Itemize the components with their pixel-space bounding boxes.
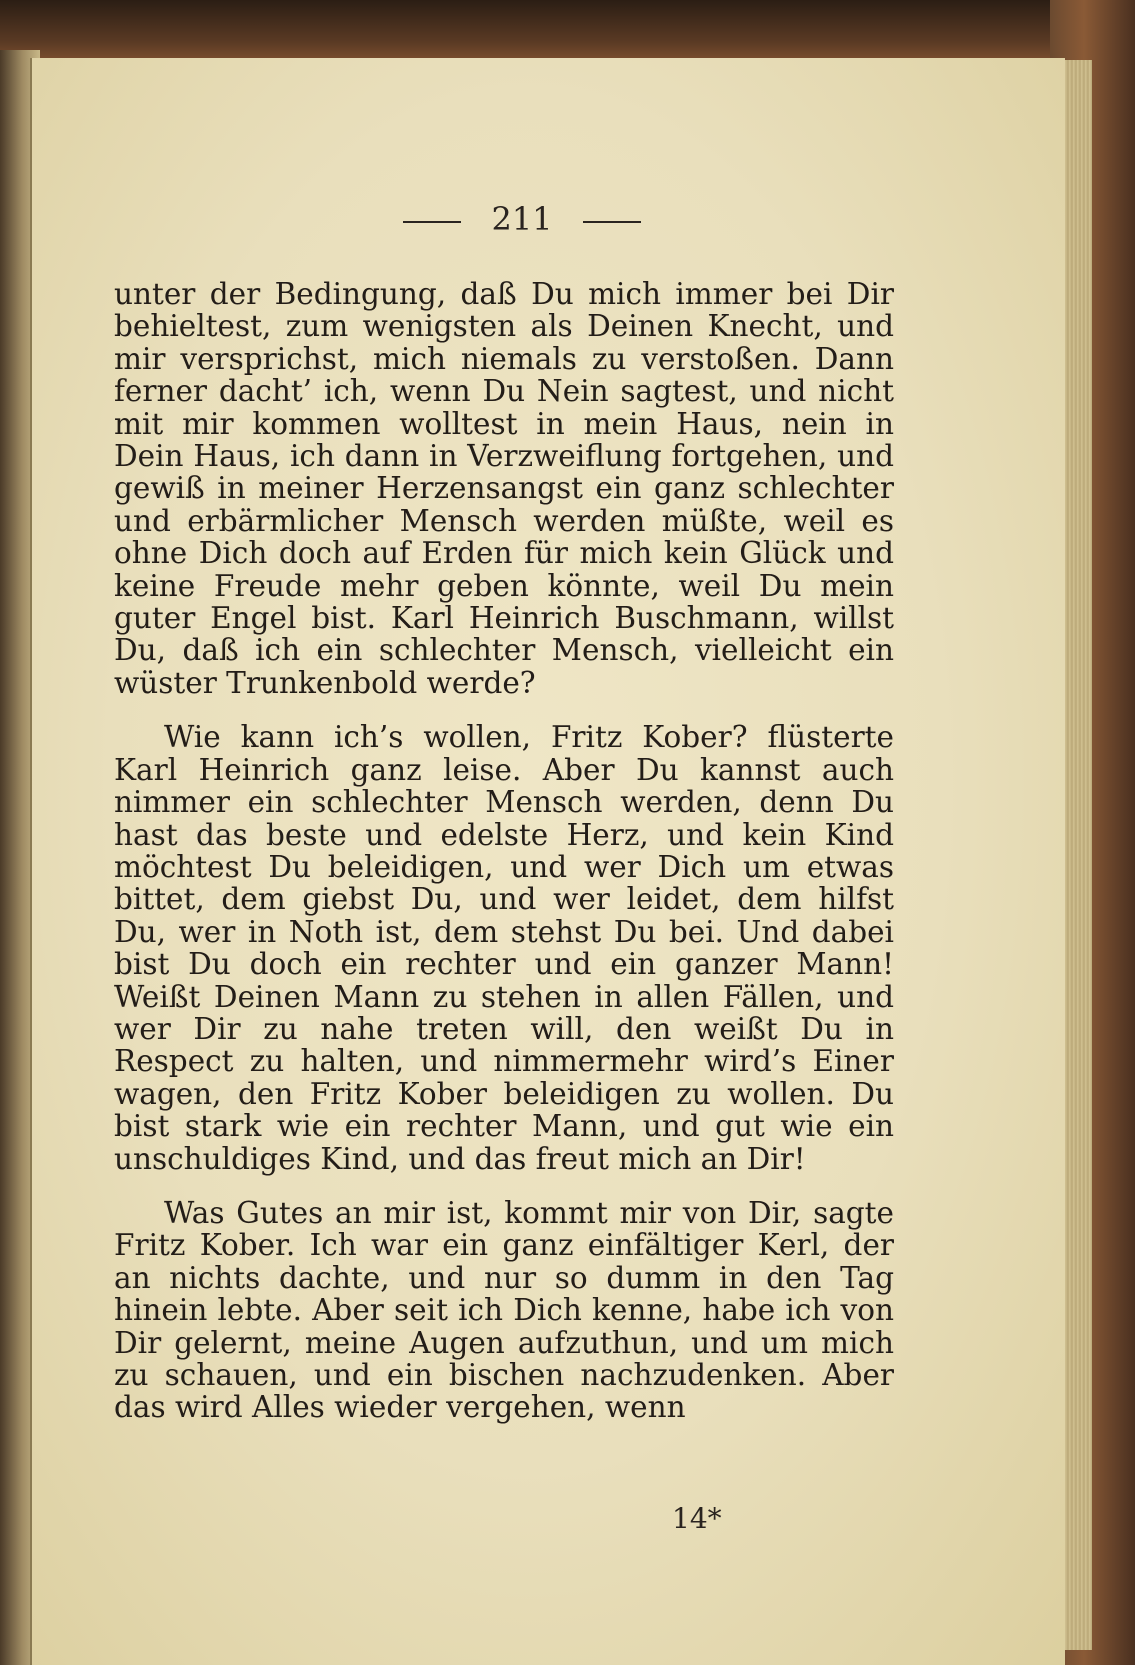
page-body: [114, 278, 894, 1424]
paragraph: Was Gutes an mir ist, kommt mir von Dir, sagte Fritz Kober. Ich war ein ganz einfältiger Kerl, der an nichts dachte, und nur so dumm in den Tag hinein lebte. Aber seit ich Dich kenne, habe ich von Dir gelernt, meine Augen aufzuthun, und um mich zu schauen, und ein bischen nachzudenken. Aber das wird Alles wieder vergehen, wenn: [114, 1195, 894, 1425]
header-dash-left: [403, 221, 461, 223]
header-dash-right: [583, 221, 641, 223]
paragraph: Wie kann ich’s wollen, Fritz Kober? flüsterte Karl Heinrich ganz leise. Aber Du kannst auch nimmer ein schlechter Mensch werden, denn Du hast das beste und edelste Herz, und kein Kind möchtest Du beleidigen, und wer Dich um etwas bittet, dem giebst Du, und wer leidet, dem hilfst Du, wer in Noth ist, dem stehst Du bei. Und dabei bist Du doch ein rechter und ein ganzer Mann! Weißt Deinen Mann zu stehen in allen Fällen, und wer Dir zu nahe treten will, den weißt Du in Respect zu halten, und nimmermehr wird’s Einer wagen, den Fritz Kober beleidigen zu wollen. Du bist stark wie ein rechter Mann, und gut wie ein unschuldiges Kind, und das freut mich an Dir!: [114, 720, 894, 1176]
book-cover-top: [0, 0, 1135, 60]
paragraph: unter der Bedingung, daß Du mich immer bei Dir behieltest, zum wenigsten als Deinen Knecht, und mir versprichst, mich niemals zu verstoßen. Dann ferner dacht’ ich, wenn Du Nein sagtest, und nicht mit mir kommen wolltest in mein Haus, nein in Dein Haus, ich dann in Verzweiflung fortgehen, und gewiß in meiner Herzensangst ein ganz schlechter und erbärmlicher Mensch werden müßte, weil es ohne Dich doch auf Erden für mich kein Glück und keine Freude mehr geben könnte, weil Du mein guter Engel bist. Karl Heinrich Buschmann, willst Du, daß ich ein schlechter Mensch, vielleicht ein wüster Trunkenbold werde?: [114, 277, 894, 700]
signature-mark: 14*: [672, 1502, 722, 1535]
page-number: 211: [491, 200, 553, 238]
page-header: [32, 200, 1012, 238]
book-page: [30, 58, 1065, 1665]
